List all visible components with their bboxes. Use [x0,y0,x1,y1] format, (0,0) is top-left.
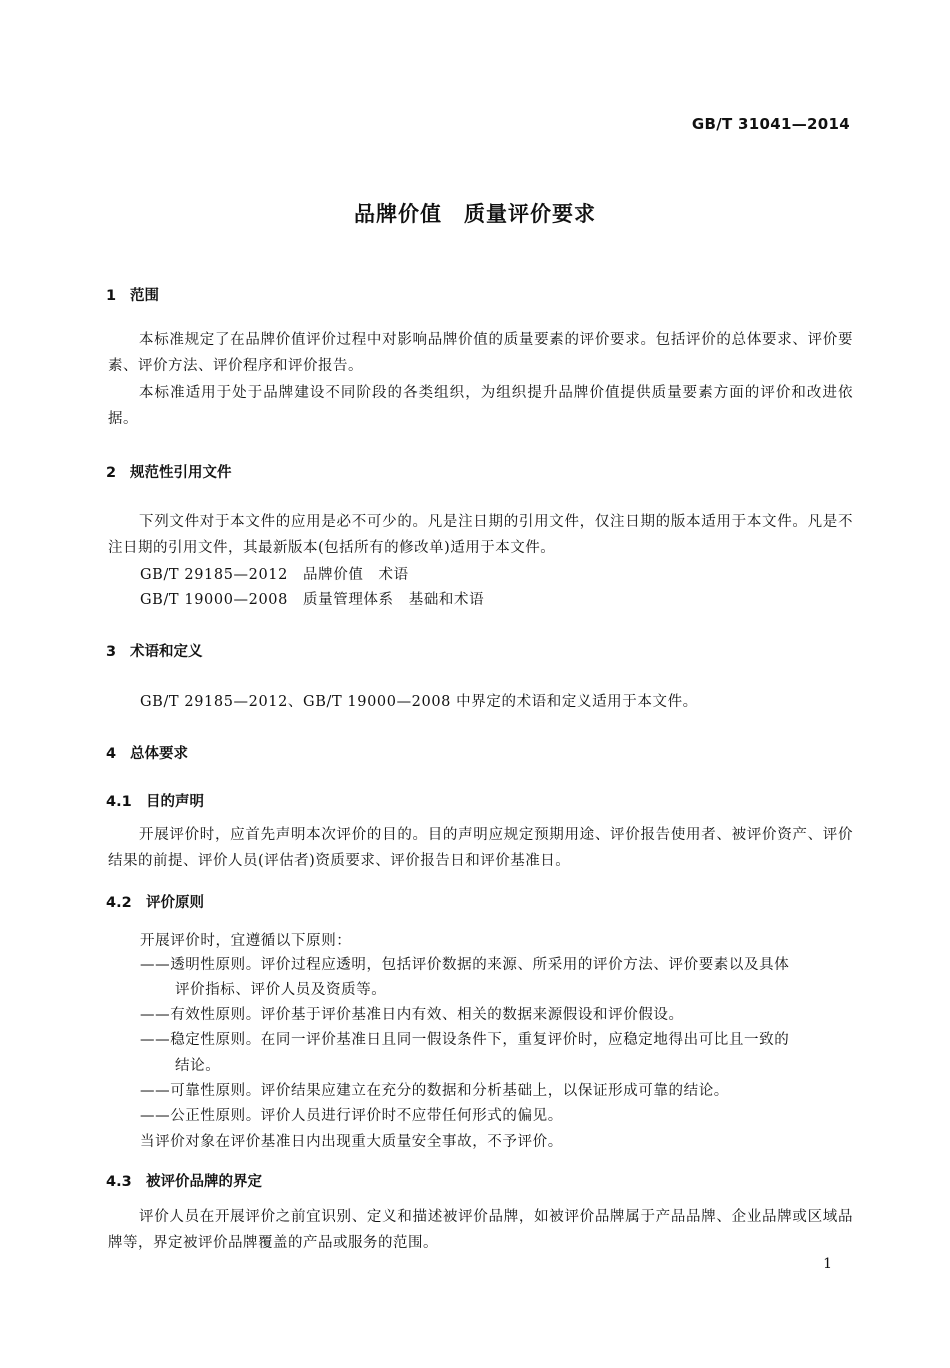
document-title: 品牌价值 质量评价要求 [354,202,596,226]
section-title: 规范性引用文件 [130,465,232,481]
section-3-heading [106,640,203,661]
list-item-continuation: 结论。 [175,1058,221,1074]
list-item: ——透明性原则。评价过程应透明，包括评价数据的来源、所采用的评价方法、评价要素以及具体 [140,957,790,973]
subsection-title: 评价原则 [146,895,204,911]
section-title: 术语和定义 [130,644,203,660]
section-1-heading [106,284,159,305]
list-item: ——可靠性原则。评价结果应建立在充分的数据和分析基础上，以保证形成可靠的结论。 [140,1083,729,1099]
list-item-continuation: 评价指标、评价人员及资质等。 [175,982,387,998]
paragraph: 本标准规定了在品牌价值评价过程中对影响品牌价值的质量要素的评价要求。包括评价的总体要求、评价要素、评价方法、评价程序和评价报告。 [108,332,853,374]
section-number: 1 [106,288,117,304]
subsection-number: 4.1 [106,794,132,810]
subsection-title: 目的声明 [146,794,204,810]
paragraph: GB/T 29185—2012、GB/T 19000—2008 中界定的术语和定义适用于本文件。 [140,694,698,710]
subsection-4-2-heading [106,891,204,912]
list-item: ——公正性原则。评价人员进行评价时不应带任何形式的偏见。 [140,1108,563,1124]
subsection-number: 4.2 [106,895,132,911]
page-number: 1 [823,1256,832,1272]
paragraph: 本标准适用于处于品牌建设不同阶段的各类组织，为组织提升品牌价值提供质量要素方面的评价和改进依据。 [108,385,853,427]
paragraph: 下列文件对于本文件的应用是必不可少的。凡是注日期的引用文件，仅注日期的版本适用于本文件。凡是不注日期的引用文件，其最新版本(包括所有的修改单)适用于本文件。 [108,514,853,556]
principles-intro: 开展评价时，宜遵循以下原则： [140,933,352,949]
subsection-title: 被评价品牌的界定 [146,1174,262,1190]
section-number: 4 [106,746,117,762]
paragraph: 开展评价时，应首先声明本次评价的目的。目的声明应规定预期用途、评价报告使用者、被评价资产、评价结果的前提、评价人员(评估者)资质要求、评价报告日和评价基准日。 [108,827,853,869]
subsection-4-3-heading [106,1170,262,1191]
list-item: ——稳定性原则。在同一评价基准日且同一假设条件下，重复评价时，应稳定地得出可比且一致的 [140,1032,790,1048]
subsection-number: 4.3 [106,1174,132,1190]
reference-item: GB/T 19000—2008 质量管理体系 基础和术语 [140,592,485,608]
principles-closing: 当评价对象在评价基准日内出现重大质量安全事故，不予评价。 [140,1134,563,1150]
standard-code: GB/T 31041—2014 [691,115,850,133]
section-4-heading [106,742,188,763]
section-title: 范围 [130,288,159,304]
reference-item: GB/T 29185—2012 品牌价值 术语 [140,567,409,583]
section-number: 3 [106,644,117,660]
paragraph: 评价人员在开展评价之前宜识别、定义和描述被评价品牌，如被评价品牌属于产品品牌、企业品牌或区域品牌等，界定被评价品牌覆盖的产品或服务的范围。 [108,1209,853,1251]
list-item: ——有效性原则。评价基于评价基准日内有效、相关的数据来源假设和评价假设。 [140,1007,684,1023]
section-title: 总体要求 [130,746,188,762]
subsection-4-1-heading [106,790,204,811]
section-number: 2 [106,465,117,481]
section-2-heading [106,461,232,482]
